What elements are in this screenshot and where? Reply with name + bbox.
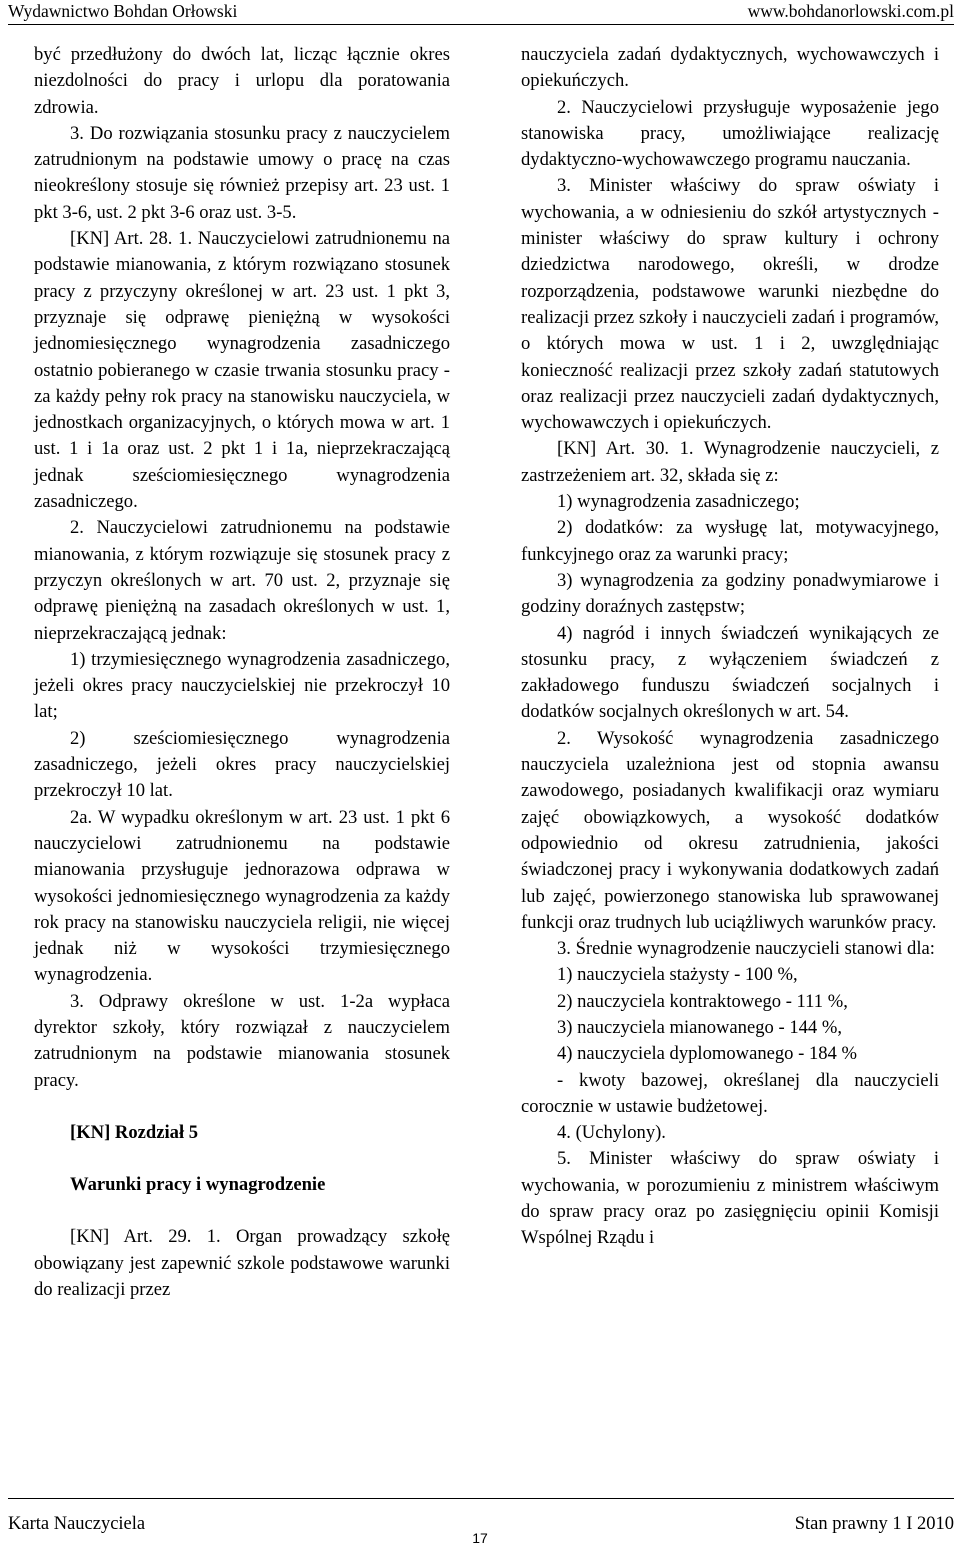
list-item: 1) nauczyciela stażysty - 100 %, <box>557 964 798 986</box>
paragraph: 3. Minister właściwy do spraw oświaty i wychowania, a w odniesieniu do szkół artystycznych - minister właściwy do spraw kultury i ochrony dziedzictwa narodowego, określi, w drodze rozporządzenia, podstawowe warunki niezbędne do realizacji przez szkoły i nauczycieli zadań i programów, o których mowa w ust. 1 i 2, uwzględniając konieczność realizacji przez szkoły zadań statutowych oraz realizacji przez nauczycieli zadań dydaktycznych, wychowawczych i opiekuńczych. <box>521 175 939 434</box>
paragraph: 2. Wysokość wynagrodzenia zasadniczego nauczyciela uzależniona jest od stopnia awansu zawodowego, posiadanych kwalifikacji oraz wymiaru zajęć obowiązkowych, a wysokość dodatków odpowiednio od okresu zatrudnienia, jakości świadczonej pracy i wykonywania dodatkowych zadań lub zajęć, powierzonego stanowiska lub sprawowanej funkcji oraz trudnych lub uciążliwych warunków pracy. <box>521 727 939 933</box>
right-column <box>521 42 939 1252</box>
article-30: [KN] Art. 30. 1. Wynagrodzenie nauczycieli, z zastrzeżeniem art. 32, składa się z: <box>521 438 939 486</box>
paragraph: 3. Średnie wynagrodzenie nauczycieli stanowi dla: <box>557 938 935 960</box>
list-item: 3) nauczyciela mianowanego - 144 %, <box>557 1016 842 1038</box>
paragraph: być przedłużony do dwóch lat, licząc łącznie okres niezdolności do pracy i urlopu dla poratowania zdrowia. <box>34 44 450 118</box>
paragraph: 3. Odprawy określone w ust. 1-2a wypłaca dyrektor szkoły, który rozwiązał z nauczycielem zatrudnionym na podstawie mianowania stosunek pracy. <box>34 990 450 1091</box>
paragraph: 4. (Uchylony). <box>557 1122 666 1144</box>
article-28: [KN] Art. 28. 1. Nauczycielowi zatrudnionemu na podstawie mianowania, z którym rozwiązano stosunek pracy z przyczyny określonej w art. 23 ust. 1 pkt 3, przyznaje się odprawę pieniężną w wysokości jednomiesięcznego wynagrodzenia zasadniczego ostatnio pobieranego w czasie trwania stosunku pracy - za każdy pełny rok pracy na stanowisku nauczyciela, w jednostkach organizacyjnych, o których mowa w art. 1 ust. 1 i 1a oraz ust. 2 pkt 1 i 1a, nieprzekraczającą jednak sześciomiesięcznego wynagrodzenia zasadniczego. <box>34 228 450 513</box>
header-divider <box>8 24 954 25</box>
page-header <box>0 0 960 22</box>
left-column <box>34 42 450 1303</box>
paragraph: 2. Nauczycielowi przysługuje wyposażenie jego stanowiska pracy, umożliwiające realizację dydaktyczno-wychowawczego programu nauczania. <box>521 96 939 171</box>
publisher-name: Wydawnictwo Bohdan Orłowski <box>8 1 238 21</box>
list-item: 1) trzymiesięcznego wynagrodzenia zasadniczego, jeżeli okres pracy nauczycielskiej nie przekroczył 10 lat; <box>34 648 450 723</box>
paragraph: 3. Do rozwiązania stosunku pracy z nauczycielem zatrudnionym na podstawie umowy o pracę na czas nieokreślony stosuje się również przepisy art. 23 ust. 1 pkt 3-6, ust. 2 pkt 3-6 oraz ust. 3-5. <box>34 122 450 223</box>
chapter-title-heading: Warunki pracy i wynagrodzenie <box>70 1174 326 1196</box>
chapter-number-heading: [KN] Rozdział 5 <box>70 1121 199 1143</box>
paragraph: 2a. W wypadku określonym w art. 23 ust. 1 pkt 6 nauczycielowi zatrudnionemu na podstawie mianowania przysługuje jednorazowa odprawa w wysokości jednomiesięcznego wynagrodzenia za każdy rok pracy na stanowisku nauczyciela religii, nie więcej jednak niż w wysokości trzymiesięcznego wynagrodzenia. <box>34 806 450 986</box>
list-item: 2) sześciomiesięcznego wynagrodzenia zasadniczego, jeżeli okres pracy nauczycielskiej przekroczył 10 lat. <box>34 727 450 802</box>
list-item: 2) dodatków: za wysługę lat, motywacyjnego, funkcyjnego oraz za warunki pracy; <box>521 517 939 565</box>
paragraph: 2. Nauczycielowi zatrudnionemu na podstawie mianowania, z którym rozwiązuje się stosunek pracy z przyczyn określonych w art. 70 ust. 2, przyznaje się odprawę pieniężną na zasadach określonych w ust. 1, nieprzekraczającą jednak: <box>34 517 450 644</box>
paragraph: 5. Minister właściwy do spraw oświaty i wychowania, w porozumieniu z ministrem właściwym do spraw pracy oraz po zasięgnięciu opinii Komisji Wspólnej Rządu i <box>521 1148 939 1249</box>
footer-legal-status: Stan prawny 1 I 2010 <box>794 1514 954 1534</box>
list-item: 4) nagród i innych świadczeń wynikających ze stosunku pracy, z wyłączeniem świadczeń z zakładowego funduszu świadczeń socjalnych i dodatków socjalnych określonych w art. 54. <box>521 622 939 723</box>
list-item: 4) nauczyciela dyplomowanego - 184 % <box>557 1043 857 1065</box>
list-item: 3) wynagrodzenia za godziny ponadwymiarowe i godziny doraźnych zastępstw; <box>521 569 939 618</box>
paragraph: nauczyciela zadań dydaktycznych, wychowawczych i opiekuńczych. <box>521 44 939 92</box>
footer-divider <box>8 1498 954 1499</box>
website-link[interactable]: www.bohdanorlowski.com.pl <box>747 1 954 21</box>
list-item: 2) nauczyciela kontraktowego - 111 %, <box>557 990 848 1012</box>
page-number: 17 <box>472 1530 488 1546</box>
footer-title: Karta Nauczyciela <box>8 1514 146 1534</box>
article-29: [KN] Art. 29. 1. Organ prowadzący szkołę obowiązany jest zapewnić szkole podstawowe warunki do realizacji przez <box>34 1226 450 1301</box>
paragraph: - kwoty bazowej, określanej dla nauczycieli corocznie w ustawie budżetowej. <box>521 1069 939 1117</box>
list-item: 1) wynagrodzenia zasadniczego; <box>557 491 800 513</box>
